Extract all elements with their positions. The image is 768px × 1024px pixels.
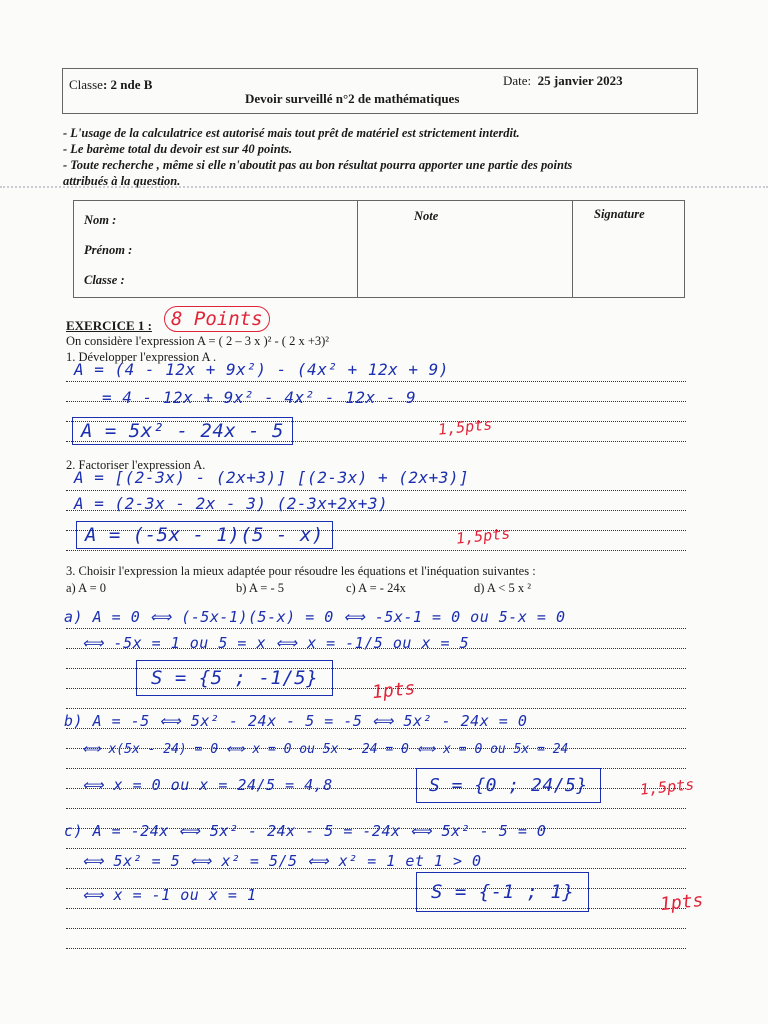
answer-line xyxy=(66,948,686,949)
qc-grade: 1pts xyxy=(659,889,705,916)
q1-answer-line1: A = (4 - 12x + 9x²) - (4x² + 12x + 9) xyxy=(74,360,449,379)
classe-label: Classe : xyxy=(84,273,125,287)
answer-line xyxy=(66,708,686,709)
q2-result: A = (-5x - 1)(5 - x) xyxy=(76,521,333,549)
instruction-calculator: - L'usage de la calculatrice est autorisé mais tout prêt de matériel est strictement interdit. xyxy=(63,126,520,140)
q2-answer-line2: A = (2-3x - 2x - 3) (2-3x+2x+3) xyxy=(74,494,389,513)
note-column xyxy=(358,201,573,297)
header-box xyxy=(62,68,698,114)
class-prefix: Classe xyxy=(69,77,103,92)
instruction-research: - Toute recherche , même si elle n'aboutit pas au bon résultat pourra apporter une partie des points xyxy=(63,158,573,172)
note-label: Note xyxy=(414,209,439,223)
qc-result: S = {-1 ; 1} xyxy=(416,872,589,912)
identity-column xyxy=(74,201,358,297)
signature-label: Signature xyxy=(594,207,645,221)
q3-option-c: c) A = - 24x xyxy=(346,581,406,595)
qa-answer-line2: ⟺ -5x = 1 ou 5 = x ⟺ x = -1/5 ou x = 5 xyxy=(82,634,470,652)
qb-answer-line1: b) A = -5 ⟺ 5x² - 24x - 5 = -5 ⟺ 5x² - 24x = 0 xyxy=(64,712,528,730)
q1-grade: 1,5pts xyxy=(437,415,493,439)
qc-answer-line2: ⟺ 5x² = 5 ⟺ x² = 5/5 ⟺ x² = 1 et 1 > 0 xyxy=(82,852,482,870)
q3-option-a: a) A = 0 xyxy=(66,581,107,595)
exercise-title: EXERCICE 1 : xyxy=(66,318,152,333)
q3-option-b: b) A = - 5 xyxy=(236,581,285,595)
question-2: 2. Factoriser l'expression A. xyxy=(66,458,206,472)
qb-result: S = {0 ; 24/5} xyxy=(416,768,601,803)
prenom-label: Prénom : xyxy=(84,243,133,257)
date-field xyxy=(503,73,623,89)
answer-line xyxy=(66,808,686,809)
class-value: : 2 nde B xyxy=(102,77,153,92)
answer-line xyxy=(66,908,686,909)
q3-option-d: d) A < 5 x ² xyxy=(474,581,531,595)
qc-answer-line3: ⟺ x = -1 ou x = 1 xyxy=(82,886,257,904)
qa-answer-line1: a) A = 0 ⟺ (-5x-1)(5-x) = 0 ⟺ -5x-1 = 0 ou 5-x = 0 xyxy=(64,608,566,626)
q1-result: A = 5x² - 24x - 5 xyxy=(72,417,293,445)
perforation-line xyxy=(0,186,768,188)
answer-line xyxy=(66,381,686,382)
question-1: 1. Développer l'expression A . xyxy=(66,350,217,364)
q2-grade: 1,5pts xyxy=(455,524,511,548)
qb-answer-line2: ⟺ x(5x - 24) = 0 ⟺ x = 0 ou 5x - 24 = 0 ⟺ x = 0 ou 5x = 24 xyxy=(82,742,569,757)
student-info-table xyxy=(73,200,685,298)
exercise-intro: On considère l'expression A = ( 2 – 3 x )² - ( 2 x +3)² xyxy=(66,334,330,348)
qa-result: S = {5 ; -1/5} xyxy=(136,660,333,696)
page-title: Devoir surveillé n°2 de mathématiques xyxy=(245,91,460,106)
answer-line xyxy=(66,550,686,551)
qb-answer-line3: ⟺ x = 0 ou x = 24/5 = 4,8 xyxy=(82,776,333,794)
qb-grade: 1,5pts xyxy=(639,775,695,799)
answer-line xyxy=(66,628,686,629)
answer-line xyxy=(66,928,686,929)
nom-label: Nom : xyxy=(84,213,117,227)
answer-line xyxy=(66,848,686,849)
instruction-scale: - Le barème total du devoir est sur 40 points. xyxy=(63,142,293,156)
question-3: 3. Choisir l'expression la mieux adaptée pour résoudre les équations et l'inéquation suivantes : xyxy=(66,564,536,578)
exercise-points-annotation: 8 Points xyxy=(164,306,270,332)
q2-answer-line1: A = [(2-3x) - (2x+3)] [(2-3x) + (2x+3)] xyxy=(74,468,470,487)
qa-grade: 1pts xyxy=(371,677,417,704)
class-field xyxy=(69,77,152,93)
answer-line xyxy=(66,490,686,491)
date-prefix: Date: xyxy=(503,73,532,88)
q1-answer-line2: = 4 - 12x + 9x² - 4x² - 12x - 9 xyxy=(102,388,417,407)
date-value: 25 janvier 2023 xyxy=(537,73,623,88)
instruction-research-cont: attribués à la question. xyxy=(63,174,181,188)
qc-answer-line1: c) A = -24x ⟺ 5x² - 24x - 5 = -24x ⟺ 5x² - 5 = 0 xyxy=(64,822,547,840)
